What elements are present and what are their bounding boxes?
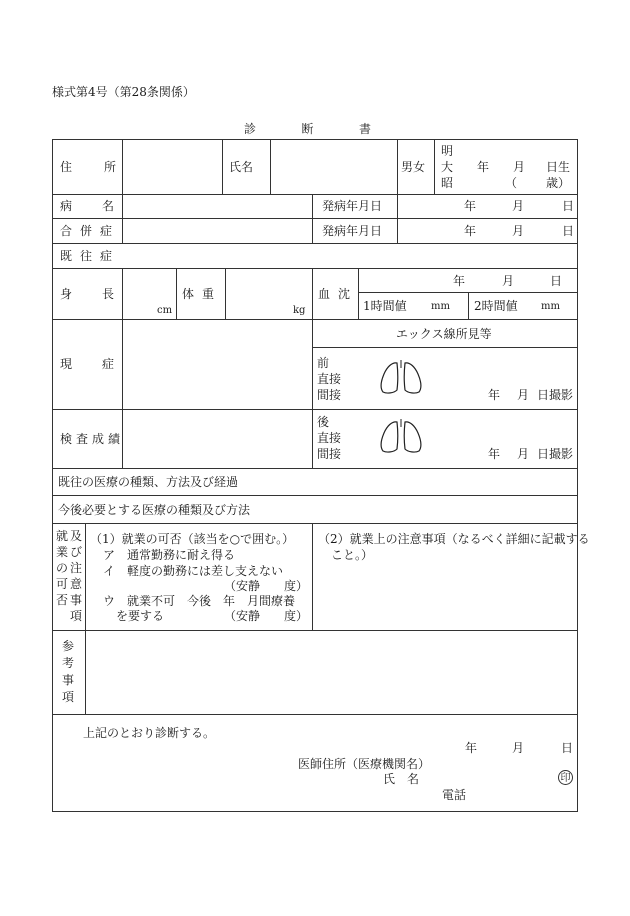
label-char: 所	[103, 160, 116, 174]
row-divider	[52, 243, 578, 244]
weight-label: 体重	[182, 287, 223, 301]
remarks-label-char: 参	[62, 639, 75, 653]
col-divider	[434, 139, 435, 194]
height-label: 身長	[60, 287, 145, 301]
remarks-label	[62, 640, 74, 708]
future-treatment-label: 今後必要とする医療の種類及び方法	[58, 503, 251, 517]
title-char: 書	[358, 122, 371, 136]
work-item-a: ア 通常勤務に耐え得る	[103, 548, 236, 562]
address-label	[60, 161, 116, 173]
col-divider	[468, 292, 469, 319]
doctor-address-label: 医師住所（医療機関名）	[298, 757, 431, 771]
esr-hour1-unit: mm	[431, 301, 450, 312]
work-rest-1: （安静 度）	[224, 579, 309, 593]
col-divider	[312, 194, 313, 243]
history-label: 既往症	[60, 249, 121, 263]
remarks-label-char: 事	[62, 673, 75, 687]
xray-front-taken: 日撮影	[537, 388, 574, 402]
footer-day: 日	[561, 741, 574, 755]
esr-hour1-label: 1時間値	[363, 299, 407, 313]
xray-back-label: 後	[317, 415, 330, 429]
complication-onset-month: 月	[512, 224, 525, 238]
work-notes-line1: （2）就業上の注意事項（なるべく詳細に記載する	[318, 532, 590, 546]
xray-back-indirect: 間接	[317, 447, 342, 461]
era-showa: 昭	[441, 176, 454, 190]
birth-day: 日生	[546, 160, 571, 174]
work-item-u-line1: ウ 就業不可 今後 年 月間療養	[103, 594, 296, 608]
esr-hour2-unit: mm	[541, 301, 560, 312]
sex-label: 男女	[401, 160, 426, 174]
seal-mark: 印	[558, 770, 573, 785]
xray-back-year: 年	[488, 447, 501, 461]
col-divider	[312, 268, 313, 468]
era-meiji: 明	[441, 144, 454, 158]
row-divider	[52, 409, 578, 410]
row-divider	[52, 468, 578, 469]
work-label-char: 業	[56, 545, 69, 559]
work-label-char: 注	[70, 561, 83, 575]
remarks-label-char: 考	[62, 656, 75, 670]
esr-day: 日	[550, 274, 563, 288]
work-label-char: 就	[56, 529, 69, 543]
name-label: 氏名	[229, 160, 254, 174]
xray-front-indirect: 間接	[317, 388, 342, 402]
tests-label: 検査成績	[60, 432, 125, 446]
col-divider	[222, 139, 223, 194]
label-char: 住	[60, 160, 73, 174]
col-divider	[312, 523, 313, 630]
col-divider	[225, 268, 226, 319]
xray-back-month: 月	[517, 447, 530, 461]
row-divider	[52, 714, 578, 715]
xray-header: エックス線所見等	[396, 327, 492, 341]
complication-label: 合併症	[60, 224, 121, 238]
esr-hour2-label: 2時間値	[474, 299, 518, 313]
age-open: （	[505, 176, 518, 190]
disease-onset-label: 発病年月日	[322, 199, 383, 213]
work-label-char: 意	[70, 577, 83, 591]
row-divider	[52, 495, 578, 496]
era-taisho: 大	[441, 160, 454, 174]
phone-label: 電話	[442, 788, 467, 802]
remarks-label-char: 項	[62, 690, 75, 704]
birth-year: 年	[477, 160, 490, 174]
birth-month: 月	[513, 160, 526, 174]
complication-onset-year: 年	[464, 224, 477, 238]
symptoms-label: 現症	[60, 357, 145, 371]
row-divider	[52, 319, 578, 320]
footer-year: 年	[465, 741, 478, 755]
work-label-char: 事	[70, 593, 83, 607]
col-divider	[270, 139, 271, 194]
lungs-front-icon	[379, 360, 423, 396]
disease-onset-month: 月	[512, 199, 525, 213]
row-divider	[52, 630, 578, 631]
row-divider	[312, 347, 578, 348]
title-char: 診	[244, 122, 257, 136]
lungs-back-icon	[379, 419, 423, 455]
row-divider	[52, 218, 578, 219]
xray-front-year: 年	[488, 388, 501, 402]
footer-month: 月	[512, 741, 525, 755]
work-label-char: の	[56, 561, 69, 575]
esr-year: 年	[453, 274, 466, 288]
title-char: 断	[301, 122, 314, 136]
doctor-name-label: 氏 名	[383, 772, 420, 786]
diagnosis-statement: 上記のとおり診断する。	[83, 726, 216, 740]
col-divider	[358, 268, 359, 319]
work-label-char: 可	[56, 577, 69, 591]
row-divider	[52, 523, 578, 524]
work-label-char: 及	[70, 529, 83, 543]
page-title	[244, 123, 371, 135]
form-number: 様式第4号（第28条関係）	[52, 85, 195, 99]
work-item-u-line2: を要する	[116, 609, 165, 623]
work-label-char: 否	[56, 593, 69, 607]
age-close: 歳）	[546, 176, 571, 190]
col-divider	[85, 523, 86, 714]
xray-front-direct: 直接	[317, 372, 342, 386]
xray-back-taken: 日撮影	[537, 447, 574, 461]
xray-front-month: 月	[517, 388, 530, 402]
esr-label: 血沈	[318, 287, 359, 301]
height-unit: cm	[157, 305, 173, 316]
esr-month: 月	[502, 274, 515, 288]
disease-onset-day: 日	[562, 199, 575, 213]
col-divider	[176, 268, 177, 319]
past-treatment-label: 既往の医療の種類、方法及び経過	[58, 475, 239, 489]
disease-label: 病名	[60, 199, 145, 213]
work-notes-line2: こと。）	[331, 548, 374, 562]
row-divider	[52, 194, 578, 195]
work-rest-2: （安静 度）	[224, 609, 309, 623]
col-divider	[122, 218, 123, 243]
xray-front-label: 前	[317, 356, 330, 370]
work-label-char: び	[70, 545, 83, 559]
work-ability-title: （1）就業の可否（該当を○で囲む。）	[90, 532, 295, 546]
work-label-char: 項	[70, 609, 83, 623]
weight-unit: kg	[293, 305, 306, 316]
work-item-i: イ 軽度の勤務には差し支えない	[103, 564, 284, 578]
col-divider	[397, 139, 398, 243]
work-label-col2	[70, 530, 82, 626]
work-label-col1	[56, 530, 68, 610]
complication-onset-day: 日	[562, 224, 575, 238]
complication-onset-label: 発病年月日	[322, 224, 383, 238]
xray-back-direct: 直接	[317, 431, 342, 445]
row-divider	[52, 268, 578, 269]
disease-onset-year: 年	[464, 199, 477, 213]
